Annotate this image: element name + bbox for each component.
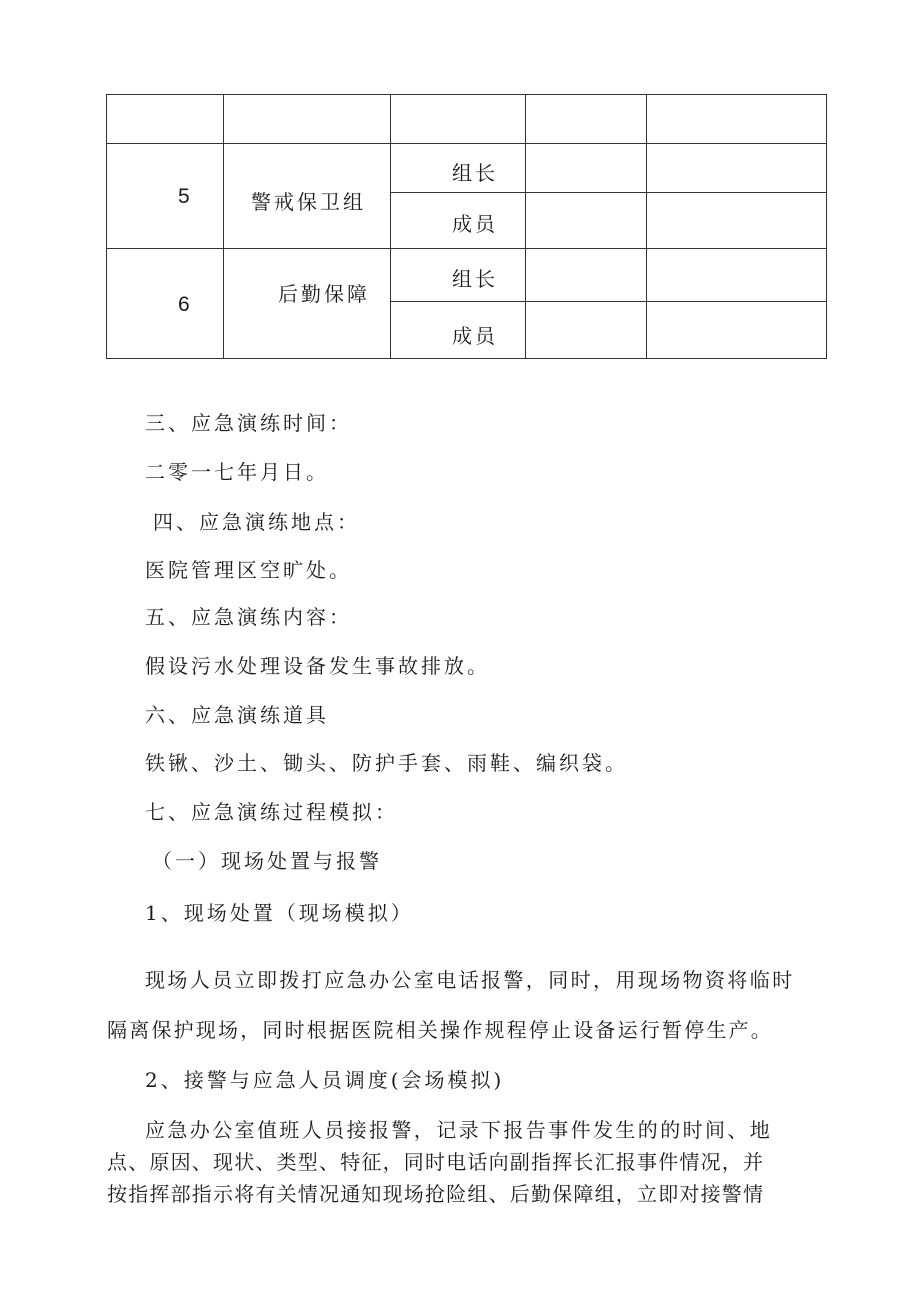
table-column-line: [223, 95, 224, 358]
table-column-line: [525, 95, 526, 358]
paragraph-line: 按指挥部指示将有关情况通知现场抢险组、后勤保障组，立即对接警情: [107, 1182, 765, 1206]
table-column-line: [390, 95, 391, 358]
paragraph-line: 隔离保护现场，同时根据医院相关操作规程停止设备运行暂停生产。: [107, 1018, 773, 1042]
group-name: 警戒保卫组: [251, 190, 366, 214]
section-heading-process: 七、应急演练过程模拟：: [145, 800, 398, 824]
time-value: 二零一七年月日。: [145, 460, 329, 484]
table-row-line: [107, 143, 826, 144]
place-value: 医院管理区空旷处。: [145, 558, 352, 582]
table-subrow-line: [390, 192, 826, 193]
role-cell: 成员: [452, 212, 498, 236]
row-number: 5: [178, 185, 190, 208]
roster-table: [106, 94, 827, 359]
paragraph-line: 现场人员立即拨打应急办公室电话报警，同时，用现场物资将临时: [145, 968, 795, 992]
role-cell: 组长: [452, 161, 498, 185]
step-heading: 2、接警与应急人员调度(会场模拟): [145, 1068, 505, 1092]
role-cell: 组长: [452, 267, 498, 291]
role-cell: 成员: [452, 324, 498, 348]
content-value: 假设污水处理设备发生事故排放。: [145, 654, 490, 678]
section-heading-time: 三、应急演练时间：: [145, 411, 352, 435]
props-value: 铁锹、沙土、锄头、防护手套、雨鞋、编织袋。: [145, 751, 628, 775]
row-number: 6: [178, 293, 190, 316]
subsection-heading: （一）现场处置与报警: [152, 849, 382, 873]
section-heading-content: 五、应急演练内容：: [145, 605, 352, 629]
group-name: 后勤保障: [278, 282, 370, 306]
paragraph-line: 应急办公室值班人员接报警，记录下报告事件发生的的时间、地: [145, 1118, 773, 1142]
section-heading-props: 六、应急演练道具: [145, 703, 329, 727]
section-heading-place: 四、应急演练地点：: [153, 510, 360, 534]
table-row-line: [107, 248, 826, 249]
step-heading: 1、现场处置（现场模拟）: [145, 901, 414, 925]
paragraph-line: 点、原因、现状、类型、特征，同时电话向副指挥长汇报事件情况，并: [107, 1150, 765, 1174]
table-column-line: [646, 95, 647, 358]
table-subrow-line: [390, 301, 826, 302]
